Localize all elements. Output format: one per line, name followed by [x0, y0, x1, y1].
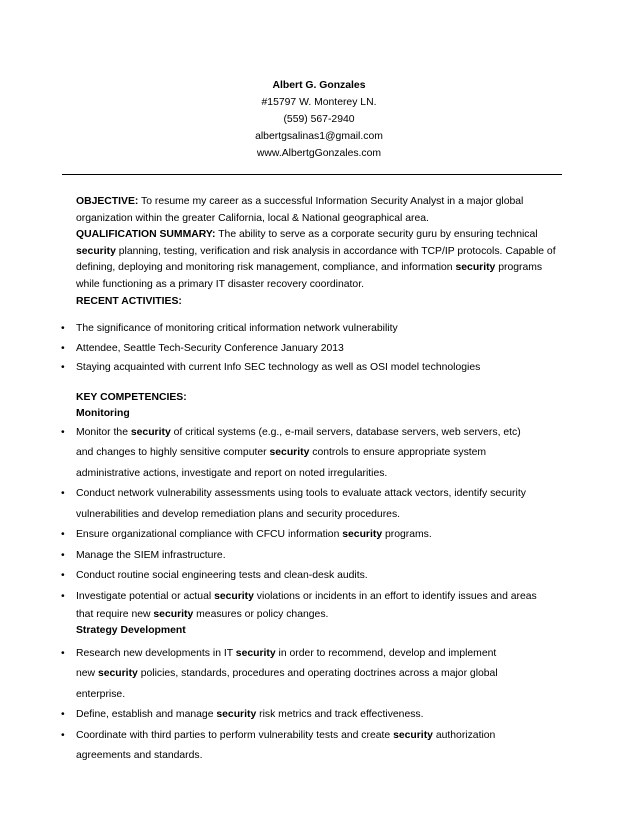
bullet-icon: •: [61, 647, 65, 659]
keyword: security: [97, 668, 138, 680]
bullet-icon: •: [61, 590, 65, 602]
qualification-text: The ability to serve as a corporate security guru by ensuring technical: [215, 229, 538, 241]
list-item-line: Conduct network vulnerability assessments using tools to evaluate attack vectors, identify security: [76, 488, 526, 500]
text: Define, establish and manage: [76, 709, 217, 721]
text: authorization: [432, 729, 496, 741]
list-item: [61, 339, 556, 359]
list-item-line: [76, 726, 556, 747]
list-item: [61, 546, 556, 567]
text: of critical systems (e.g., e-mail servers, database servers, web servers, etc): [170, 426, 521, 438]
bullet-icon: •: [61, 426, 65, 438]
qualification-text: programs while functioning as a primary IT disaster recovery coordinator.: [76, 262, 543, 290]
qualification-paragraph: [76, 227, 556, 293]
list-item-text: Attendee, Seattle Tech-Security Conference January 2013: [76, 342, 344, 354]
bullet-icon: •: [61, 529, 65, 541]
bullet-icon: •: [61, 729, 65, 741]
list-item-line: agreements and standards.: [76, 750, 203, 762]
bullet-icon: •: [61, 342, 65, 354]
text: policies, standards, procedures and operating doctrines across a major global: [137, 668, 498, 680]
bullet-icon: •: [61, 570, 65, 582]
list-item-line: administrative actions, investigate and report on noted irregularities.: [76, 467, 388, 479]
monitoring-list: [61, 423, 556, 624]
phone: (559) 567-2940: [283, 114, 355, 125]
keyword: security: [76, 245, 116, 257]
list-item: [61, 319, 556, 339]
resume-body: [61, 194, 556, 767]
text: in order to recommend, develop and implement: [275, 647, 497, 659]
text: Ensure organizational compliance with CFCU information: [76, 529, 343, 541]
text: Coordinate with third parties to perform vulnerability tests and create: [76, 729, 394, 741]
list-item-line: [76, 587, 556, 608]
text: programs.: [382, 529, 432, 541]
keyword: security: [216, 709, 257, 721]
list-item: [61, 644, 556, 706]
monitoring-heading: Monitoring: [76, 408, 130, 420]
contact-header: [0, 77, 638, 162]
keyword: security: [235, 647, 276, 659]
list-item-line: vulnerabilities and develop remediation plans and security procedures.: [76, 508, 401, 520]
list-item-line: [76, 664, 556, 685]
qualification-label: QUALIFICATION SUMMARY:: [76, 229, 216, 241]
recent-activities-heading: RECENT ACTIVITIES:: [76, 295, 182, 307]
list-item-line: [76, 705, 556, 726]
bullet-icon: •: [61, 362, 65, 374]
keyword: security: [153, 609, 194, 621]
header-divider: [62, 174, 562, 175]
list-item-line: [76, 644, 556, 665]
text: risk metrics and track effectiveness.: [256, 709, 424, 721]
text: measures or policy changes.: [193, 609, 329, 621]
bullet-icon: •: [61, 323, 65, 335]
list-item: [61, 484, 556, 525]
text: Investigate potential or actual: [76, 590, 215, 602]
qualification-text: planning, testing, verification and risk analysis in accordance with TCP/IP protocols. Capable of defining, deploying and monitoring risk management, compliance, and information: [76, 245, 556, 274]
list-item: [61, 587, 556, 624]
bullet-icon: •: [61, 549, 65, 561]
list-item-line: [76, 525, 556, 546]
list-item-line: Conduct routine social engineering tests and clean-desk audits.: [76, 570, 368, 582]
key-competencies-heading: KEY COMPETENCIES:: [76, 391, 187, 403]
list-item-text: The significance of monitoring critical information network vulnerability: [76, 323, 398, 335]
text: Research new developments in IT: [76, 647, 236, 659]
list-item-line: Manage the SIEM infrastructure.: [76, 549, 226, 561]
email: albertgsalinas1@gmail.com: [255, 131, 383, 142]
recent-activities-list: [61, 319, 556, 378]
list-item: [61, 566, 556, 587]
list-item-line: [76, 443, 556, 464]
address: #15797 W. Monterey LN.: [261, 97, 377, 108]
bullet-icon: •: [61, 709, 65, 721]
bullet-icon: •: [61, 488, 65, 500]
list-item: [61, 358, 556, 378]
objective-label: OBJECTIVE:: [76, 196, 139, 207]
keyword: security: [130, 426, 171, 438]
list-item: [61, 726, 556, 767]
text: Monitor the: [76, 426, 131, 438]
list-item: [61, 423, 556, 485]
list-item: [61, 705, 556, 726]
text: and changes to highly sensitive computer: [76, 447, 270, 459]
list-item-line: [76, 607, 556, 623]
list-item-line: enterprise.: [76, 688, 126, 700]
keyword: security: [455, 262, 496, 274]
keyword: security: [214, 590, 254, 602]
keyword: security: [393, 729, 433, 741]
text: violations or incidents in an effort to identify issues and areas: [253, 590, 537, 602]
keyword: security: [269, 447, 310, 459]
strategy-development-heading: Strategy Development: [76, 625, 186, 637]
list-item: [61, 525, 556, 546]
applicant-name: Albert G. Gonzales: [272, 80, 366, 91]
objective-paragraph: [76, 194, 556, 227]
list-item-text: Staying acquainted with current Info SEC technology as well as OSI model technologies: [76, 362, 481, 374]
objective-text: To resume my career as a successful Information Security Analyst in a major global organization within the greater California, local & National geographical area.: [76, 196, 524, 224]
list-item-line: [76, 423, 556, 444]
text: new: [76, 668, 98, 680]
website: www.AlbertgGonzales.com: [256, 148, 382, 159]
text: that require new: [76, 609, 154, 621]
text: controls to ensure appropriate system: [309, 447, 487, 459]
strategy-list: [61, 644, 556, 767]
keyword: security: [342, 529, 383, 541]
